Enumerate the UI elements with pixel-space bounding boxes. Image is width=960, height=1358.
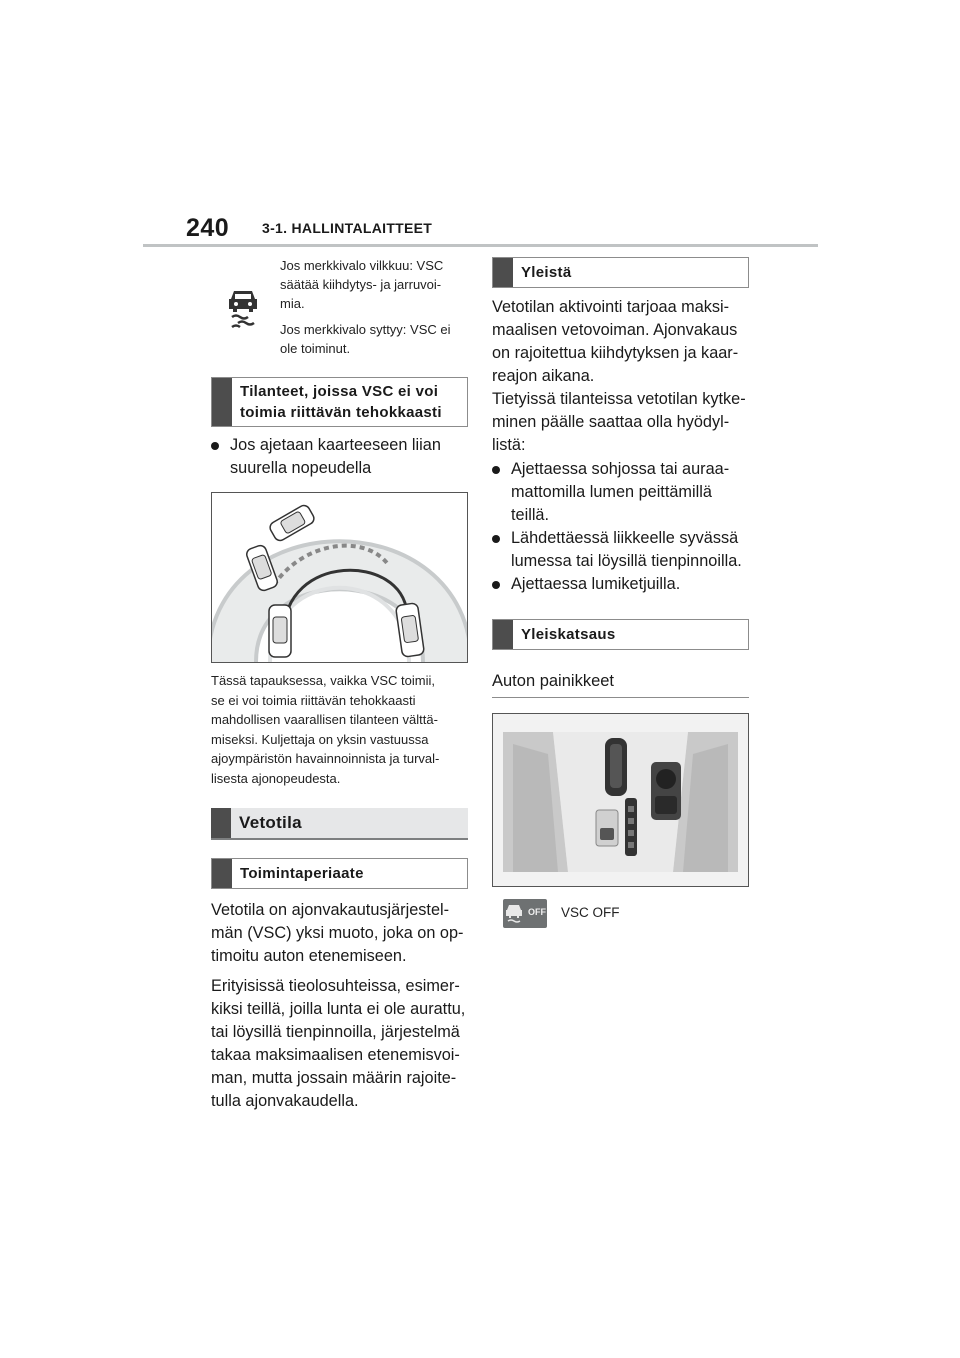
vetotila-heading: Vetotila — [211, 808, 468, 840]
curve-cars-illustration — [211, 492, 468, 663]
vetotila-para-1: Vetotila on ajonvakautusjärjestel- män (VSC) yksi muoto, joka on op- timoitu auton etenemiseen. — [211, 901, 464, 965]
indicator-blink-text: Jos merkkivalo vilkkuu: VSC säätää kiihdytys- ja jarruvoi- mia. — [280, 258, 444, 311]
curve-caption: Tässä tapauksessa, vaikka VSC toimii, se ei voi toimia riittävän tehokkaasti mahdollisen vaarallisen tilanteen välttä- miseksi. Kuljettaja on yksin vastuussa ajoympäristön havainnoinnista ja turval- lisesta ajonopeudesta. — [211, 673, 440, 786]
general-para-1: Vetotilan aktivointi tarjoaa maksi- maalisen vetovoiman. Ajonvakaus on rajoitettua kiihdytyksen ja kaar- reajon aikana. — [492, 298, 739, 385]
vsc-off-label: VSC OFF — [561, 905, 620, 920]
overview-box: Yleiskatsaus — [492, 619, 749, 650]
general-box: Yleistä — [492, 257, 749, 288]
indicator-on-text: Jos merkkivalo syttyy: VSC ei ole toiminut. — [280, 322, 451, 356]
vsc-slip-icon — [226, 287, 260, 331]
vsc-off-button-icon — [503, 899, 547, 928]
subheading-rule — [492, 697, 749, 698]
general-para-2: Tietyissä tilanteissa vetotilan kytke- minen päälle saattaa olla hyödyl- listä: — [492, 390, 746, 454]
situations-box: Tilanteet, joissa VSC ei voi toimia riittävän tehokkaasti — [211, 377, 468, 427]
vsc-off-icon-text: OFF — [528, 907, 546, 917]
page-number: 240 — [186, 214, 230, 242]
section-title: 3-1. HALLINTALAITTEET — [262, 220, 433, 236]
center-console-photo — [492, 713, 749, 887]
car-buttons-subheading: Auton painikkeet — [492, 672, 615, 690]
principle-box: Toimintaperiaate — [211, 858, 468, 889]
header-divider — [143, 244, 818, 247]
vetotila-para-2: Erityisissä tieolosuhteissa, esimer- kiksi teillä, joilla lunta ei ole aurattu, tai löysillä tienpinnoilla, järjestelmä takaa maksimaalisen etenemisvoi- man, mutta jossain määrin rajoite- tulla ajonvakaudella. — [211, 977, 466, 1110]
